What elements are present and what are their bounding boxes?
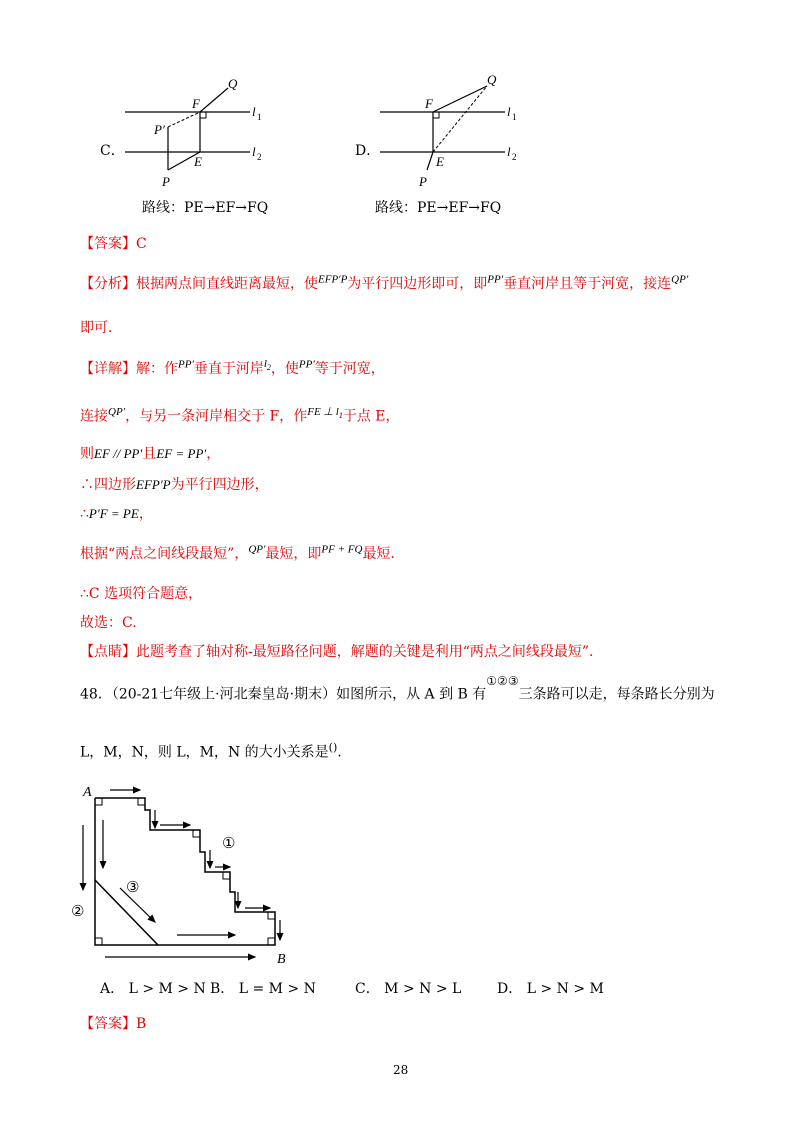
label-f: F — [425, 96, 433, 111]
detail-line-4: ∴四边形EFP′P为平行四边形， — [80, 477, 269, 493]
detail-line-1: 【详解】解：作$^{PP'}$垂直于河岸$^{l_2}$，使$^{PP'}$等于河宽， — [80, 358, 385, 377]
page-number: 28 — [393, 1063, 409, 1077]
label-l2: l — [507, 144, 511, 159]
label-e: E — [436, 154, 444, 169]
option-d: D． L > N > M — [497, 981, 604, 997]
figure-option-c — [120, 72, 280, 192]
detail-line-3: 则EF // PP′且EF = PP′， — [80, 446, 221, 462]
option-b: B． L = M > N — [210, 981, 316, 997]
detail-line-6: 根据“两点之间线段最短”，$^{QP'}$最短，即$^{PF + FQ}$最短. — [80, 543, 395, 562]
label-p: P — [419, 174, 427, 189]
label-b: B — [277, 952, 286, 965]
label-q: Q — [228, 76, 238, 91]
question-48-line-2: L，M，N，则 L，M，N 的大小关系是(). — [80, 741, 342, 761]
label-l1: l — [252, 104, 256, 119]
figure-option-d — [375, 66, 535, 192]
segment-pf-dashed — [168, 112, 200, 127]
label-path-2: ② — [71, 904, 85, 920]
answer-47: 【答案】C — [80, 236, 147, 252]
label-e: E — [194, 154, 202, 169]
option-c: C． M > N > L — [355, 981, 462, 997]
detail-line-7: ∴C 选项符合题意， — [80, 586, 203, 602]
segment-fq — [200, 88, 228, 112]
staircase-outline — [95, 798, 275, 945]
detail-line-2: 连接$^{QP'}$，与另一条河岸相交于 F，作$^{FE \perp l_1}$于点 E， — [80, 406, 400, 425]
option-d-label: D． — [355, 143, 381, 159]
label-l1: l — [507, 104, 511, 119]
label-p-prime: P′ — [154, 122, 165, 137]
detail-line-5: ∴P′F = PE， — [80, 506, 153, 522]
analysis-line: 【分析】根据两点间直线距离最短，使$^{EFP'P}$为平行四边形即可，即$^{PP'}$垂直河岸且等于河宽，接连$^{QP'}$ — [80, 273, 689, 292]
option-c-route: 路线：PE→EF→FQ — [142, 200, 269, 216]
svg-text:2: 2 — [257, 152, 262, 162]
svg-text:1: 1 — [257, 112, 262, 122]
label-l2: l — [252, 144, 256, 159]
label-path-1: ① — [222, 836, 236, 852]
svg-text:2: 2 — [512, 152, 517, 162]
svg-text:1: 1 — [512, 112, 517, 122]
label-f: F — [192, 96, 200, 111]
question-48-line-1: 48．（20-21七年级上·河北秦皇岛·期末）如图所示，从 A 到 B 有①②③三条路可以走，每条路长分别为 — [80, 674, 715, 703]
label-p: P — [162, 174, 170, 189]
option-d-route: 路线：PE→EF→FQ — [375, 200, 502, 216]
option-c-label: C． — [100, 143, 125, 159]
answer-48: 【答案】B — [80, 1016, 147, 1032]
label-a: A — [83, 785, 92, 800]
segment-pe — [427, 152, 433, 170]
label-q: Q — [487, 72, 497, 87]
point-line: 【点睛】此题考查了轴对称-最短路径问题，解题的关键是利用“两点之间线段最短”. — [80, 644, 594, 660]
segment-eq-dashed — [433, 86, 487, 152]
detail-line-8: 故选：C. — [80, 615, 137, 631]
label-path-3: ③ — [126, 880, 140, 896]
option-a: A． L > M > N — [100, 981, 206, 997]
figure-paths — [65, 780, 295, 965]
segment-fq — [433, 86, 487, 112]
analysis-line-2: 即可. — [80, 320, 113, 336]
